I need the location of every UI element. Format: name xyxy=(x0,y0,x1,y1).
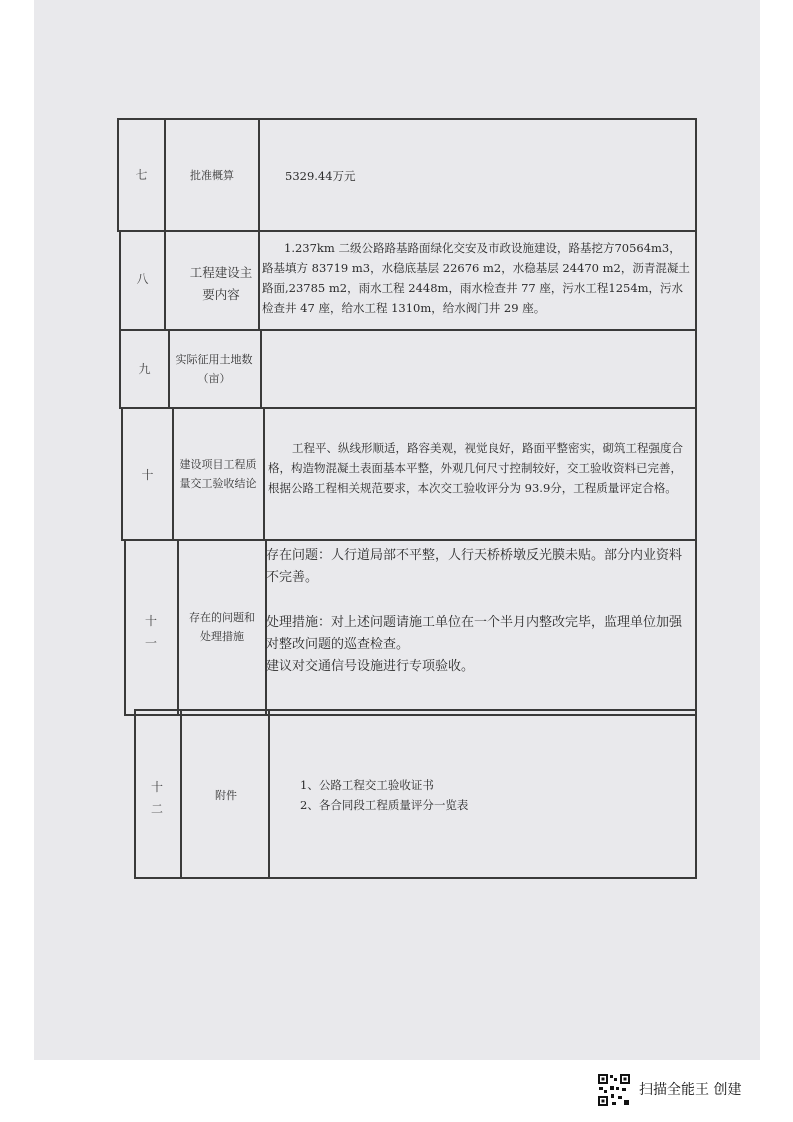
measure-text: 处理措施：对上述问题请施工单位在一个半月内整改完毕，监理单位加强对整改问题的巡查检查。 xyxy=(266,615,683,652)
row-content: 5329.44万元 xyxy=(285,169,356,183)
row-label: 存在的问题和处理措施 xyxy=(189,611,255,644)
column-divider xyxy=(268,709,270,879)
row-number: 十一 xyxy=(145,614,158,650)
row-label: 建设项目工程质量交工验收结论 xyxy=(179,458,257,491)
column-divider xyxy=(258,118,260,232)
suggestion-text: 建议对交通信号设施进行专项验收。 xyxy=(266,659,475,674)
row-number: 八 xyxy=(136,272,149,286)
row-label: 实际征用土地数（亩） xyxy=(175,353,253,386)
row-label: 附件 xyxy=(215,789,237,802)
column-divider xyxy=(177,539,179,716)
footer-brand: 扫描全能王 创建 xyxy=(639,1082,742,1098)
row-number: 十二 xyxy=(151,780,164,816)
problem-text: 存在问题：人行道局部不平整，人行天桥桥墩反光膜未贴。部分内业资料不完善。 xyxy=(266,548,683,585)
column-divider xyxy=(164,230,166,331)
row-content: 工程平、纵线形顺适，路容美观，视觉良好，路面平整密实，砌筑工程强度合格，构造物混凝土表面基本平整，外观几何尺寸控制较好，交工验收资料已完善，根据公路工程相关规范要求，本次交工验收评分为 93.9分，工程质量评定合格。 xyxy=(268,441,683,495)
column-divider xyxy=(260,329,262,409)
attachment-item: 1、公路工程交工验收证书 xyxy=(300,778,434,792)
column-divider xyxy=(263,407,265,541)
column-divider xyxy=(180,709,182,879)
row-number: 十 xyxy=(141,468,154,482)
attachment-item: 2、各合同段工程质量评分一览表 xyxy=(300,798,469,812)
row-content: 1.237km 二级公路路基路面绿化交安及市政设施建设，路基挖方70564m3，路基填方 83719 m3，水稳底基层 22676 m2，水稳基层 24470 m2，沥青混凝土路面,23785 m2，雨水工程 2448m，雨水检查井 77 座，污水工程1254m，污水检查井 47 座，给水工程 1310m，给水阀门井 29 座。 xyxy=(262,241,690,315)
row-label: 批准概算 xyxy=(190,169,234,182)
column-divider xyxy=(172,407,174,541)
row-number: 九 xyxy=(138,362,151,376)
qr-code-icon xyxy=(596,1072,632,1108)
column-divider xyxy=(258,230,260,331)
row-number: 七 xyxy=(135,168,148,182)
row-label: 工程建设主要内容 xyxy=(189,265,253,302)
column-divider xyxy=(168,329,170,409)
